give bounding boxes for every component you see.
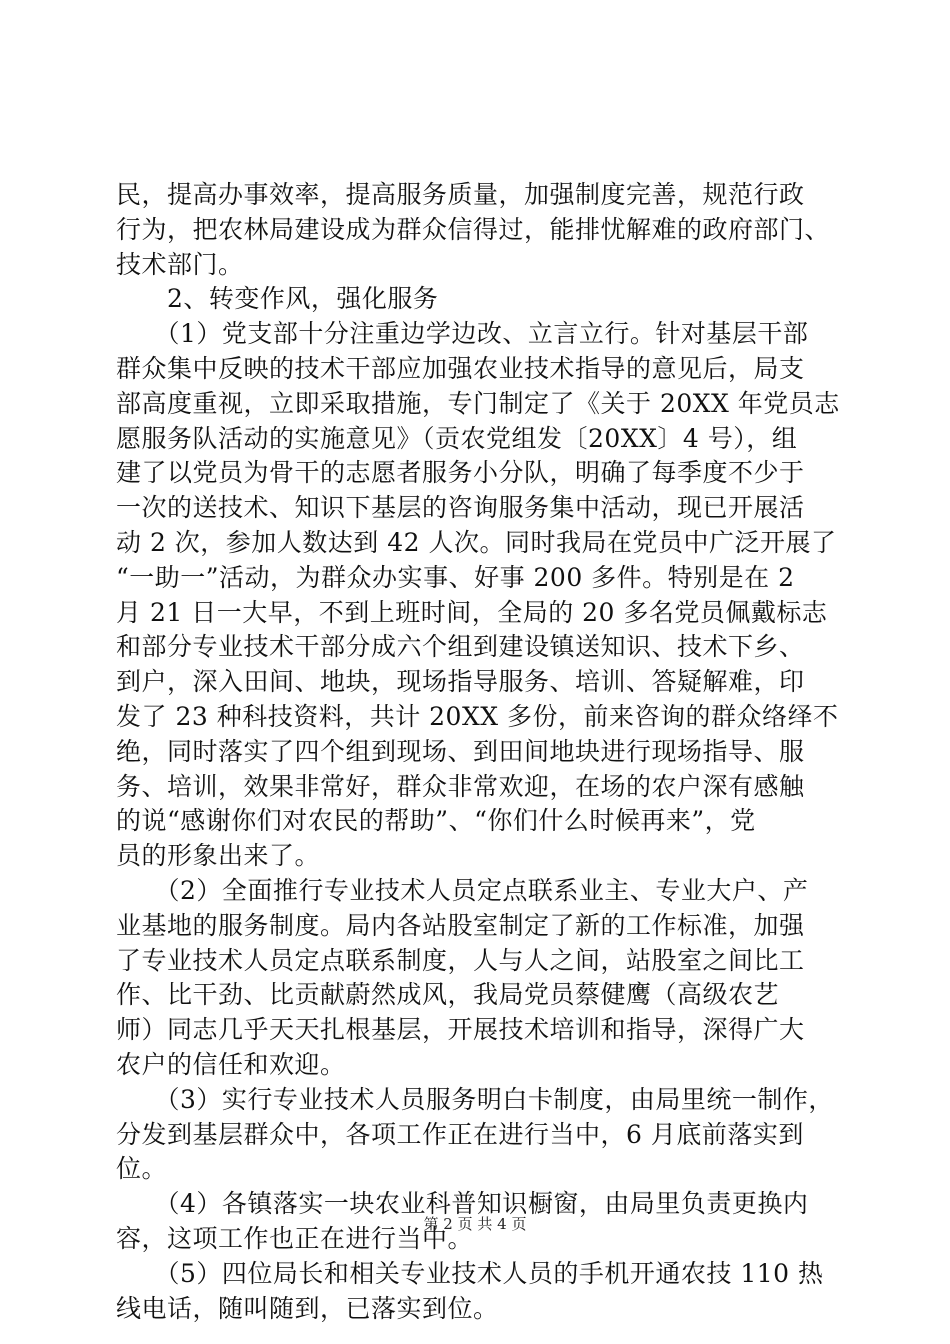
page-number-footer: 第 2 页 共 4 页 bbox=[423, 1215, 527, 1233]
text-line: 民，提高办事效率，提高服务质量，加强制度完善，规范行政 bbox=[116, 180, 805, 209]
text-line: 动 2 次，参加人数达到 42 人次。同时我局在党员中广泛开展了 bbox=[116, 527, 837, 557]
text-line: 技术部门。 bbox=[116, 249, 244, 279]
text-line: 愿服务队活动的实施意见》（贡农党组发〔20XX〕4 号），组 bbox=[116, 423, 798, 453]
text-line: （4）各镇落实一块农业科普知识橱窗，由局里负责更换内 bbox=[116, 1189, 809, 1219]
text-line: 作、比干劲、比贡献蔚然成风，我局党员蔡健鹰（高级农艺 bbox=[116, 980, 780, 1010]
text-line: 部高度重视，立即采取措施，专门制定了《关于 20XX 年党员志 bbox=[116, 388, 840, 418]
text-line: 建了以党员为骨干的志愿者服务小分队，明确了每季度不少于 bbox=[116, 458, 805, 488]
text-line: 群众集中反映的技术干部应加强农业技术指导的意见后，局支 bbox=[116, 353, 805, 383]
text-line: 农户的信任和欢迎。 bbox=[116, 1049, 346, 1079]
text-line: （5）四位局长和相关专业技术人员的手机开通农技 110 热 bbox=[116, 1258, 824, 1288]
document-body bbox=[116, 178, 840, 1326]
text-line: （2）全面推行专业技术人员定点联系业主、专业大户、产 bbox=[116, 875, 809, 905]
text-line: 发了 23 种科技资料，共计 20XX 多份，前来咨询的群众络绎不 bbox=[116, 701, 839, 731]
text-line: 的说“感谢你们对农民的帮助”、“你们什么时候再来”，党 bbox=[116, 806, 756, 836]
text-line: 业基地的服务制度。局内各站股室制定了新的工作标准，加强 bbox=[116, 910, 805, 940]
text-line: 位。 bbox=[116, 1154, 168, 1184]
text-line: 师）同志几乎天天扎根基层，开展技术培训和指导，深得广大 bbox=[116, 1015, 805, 1045]
text-line: 线电话，随叫随到，已落实到位。 bbox=[116, 1293, 499, 1323]
text-line: （3）实行专业技术人员服务明白卡制度，由局里统一制作， bbox=[116, 1084, 834, 1114]
text-line: 一次的送技术、知识下基层的咨询服务集中活动，现已开展活 bbox=[116, 493, 805, 523]
text-line: “一助一”活动，为群众办实事、好事 200 多件。特别是在 2 bbox=[116, 562, 795, 592]
text-line: 和部分专业技术干部分成六个组到建设镇送知识、技术下乡、 bbox=[116, 632, 805, 662]
text-line: 员的形象出来了。 bbox=[116, 841, 321, 871]
text-line: 容，这项工作也正在进行当中。 bbox=[116, 1223, 474, 1253]
text-line: 行为，把农林局建设成为群众信得过，能排忧解难的政府部门、 bbox=[116, 214, 831, 244]
text-line: 到户，深入田间、地块，现场指导服务、培训、答疑解难，印 bbox=[116, 667, 805, 697]
text-line: 月 21 日一大早，不到上班时间，全局的 20 多名党员佩戴标志 bbox=[116, 597, 828, 627]
text-line: 绝，同时落实了四个组到现场、到田间地块进行现场指导、服 bbox=[116, 736, 805, 766]
section-heading: 2、转变作风，强化服务 bbox=[116, 284, 439, 314]
text-line: 了专业技术人员定点联系制度，人与人之间，站股室之间比工 bbox=[116, 945, 805, 975]
text-line: （1）党支部十分注重边学边改、立言立行。针对基层干部 bbox=[116, 319, 809, 349]
text-line: 分发到基层群众中，各项工作正在进行当中，6 月底前落实到 bbox=[116, 1119, 804, 1149]
text-line: 务、培训，效果非常好，群众非常欢迎，在场的农户深有感触 bbox=[116, 771, 805, 801]
